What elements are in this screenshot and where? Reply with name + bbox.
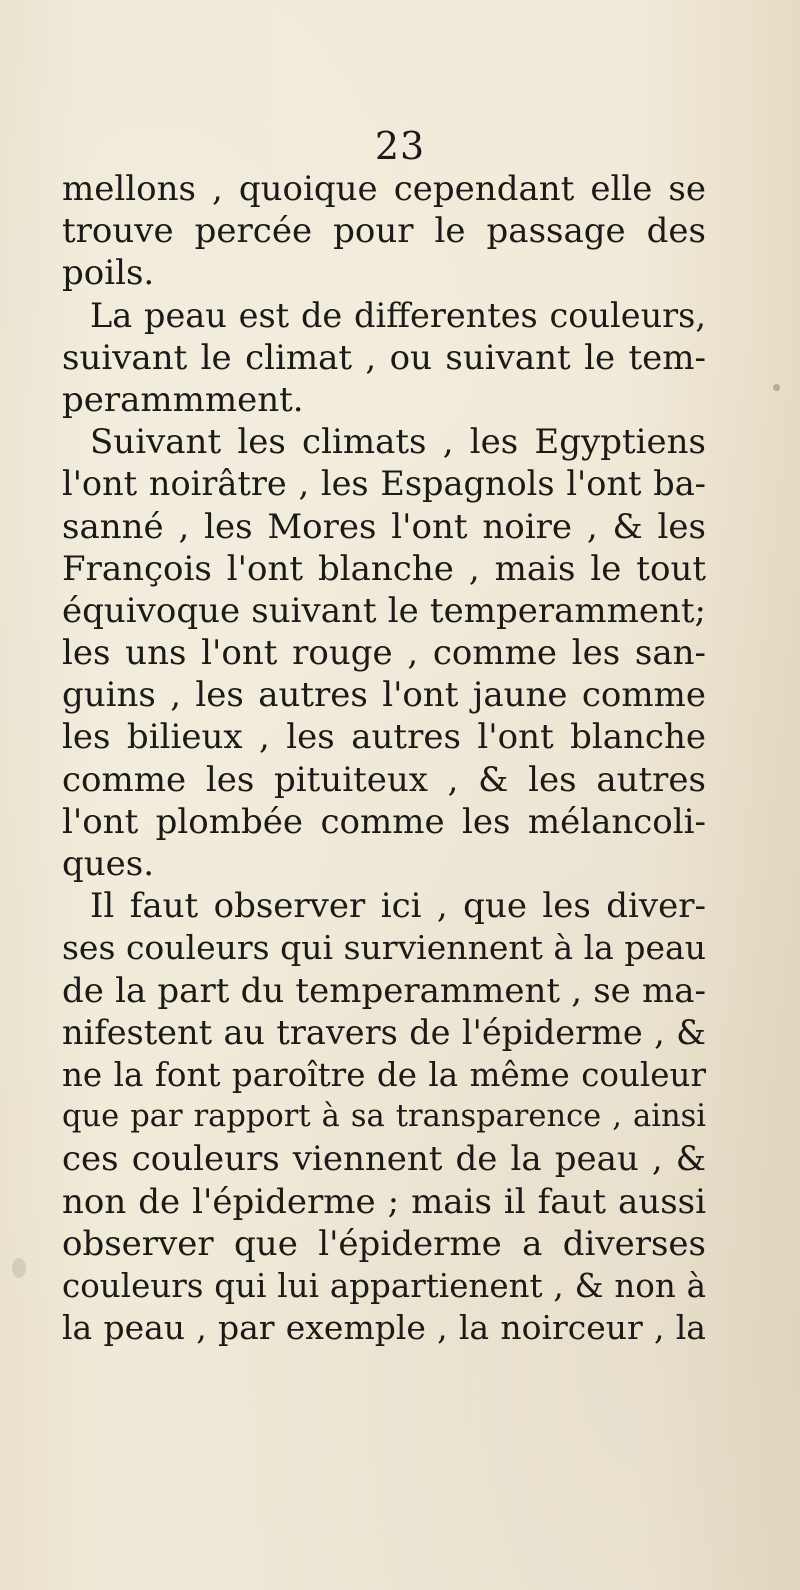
text-line: que par rapport à sa transparence , ainsi [62,1099,706,1135]
text-line: La peau est de differentes couleurs, [90,295,706,335]
text-line: François l'ont blanche , mais le tout [62,548,706,589]
text-line: guins , les autres l'ont jaune comme [62,675,706,716]
text-line: les uns l'ont rouge , comme les san- [62,633,706,674]
text-line: trouve percée pour le passage des [62,211,706,252]
paper-spot [773,384,780,391]
paper-spot [12,1258,26,1278]
page-number: 23 [374,124,426,168]
text-line: non de l'épiderme ; mais il faut aussi [62,1181,706,1222]
text-line: suivant le climat , ou suivant le tem- [62,337,706,378]
text-line: sanné , les Mores l'ont noire , & les [62,506,706,547]
text-line: les bilieux , les autres l'ont blanche [62,717,706,758]
page-body-text [62,168,706,1349]
text-line: couleurs qui lui appartienent , & non à [62,1266,706,1305]
text-line: mellons , quoique cependant elle se [62,169,706,209]
text-line: équivoque suivant le temperamment; [62,590,706,631]
text-line: poils. [62,253,155,294]
text-line: l'ont plombée comme les mélancoli- [62,801,706,842]
text-line: perammment. [62,379,304,420]
text-line: Suivant les climats , les Egyptiens [90,422,706,463]
text-line: ses couleurs qui surviennent à la peau [62,928,706,968]
text-line: ques. [62,844,155,884]
text-line: la peau , par exemple , la noirceur , la [62,1308,706,1348]
text-line: de la part du temperamment , se ma- [62,970,706,1011]
text-line: ces couleurs viennent de la peau , & [62,1139,706,1180]
text-line: nifestent au travers de l'épiderme , & [62,1012,706,1052]
text-line: observer que l'épiderme a diverses [62,1223,706,1264]
text-line: l'ont noirâtre , les Espagnols l'ont ba- [62,464,706,504]
text-line: Il faut observer ici , que les diver- [90,886,706,927]
text-line: comme les pituiteux , & les autres [62,759,706,800]
text-line: ne la font paroître de la même couleur [62,1055,706,1094]
